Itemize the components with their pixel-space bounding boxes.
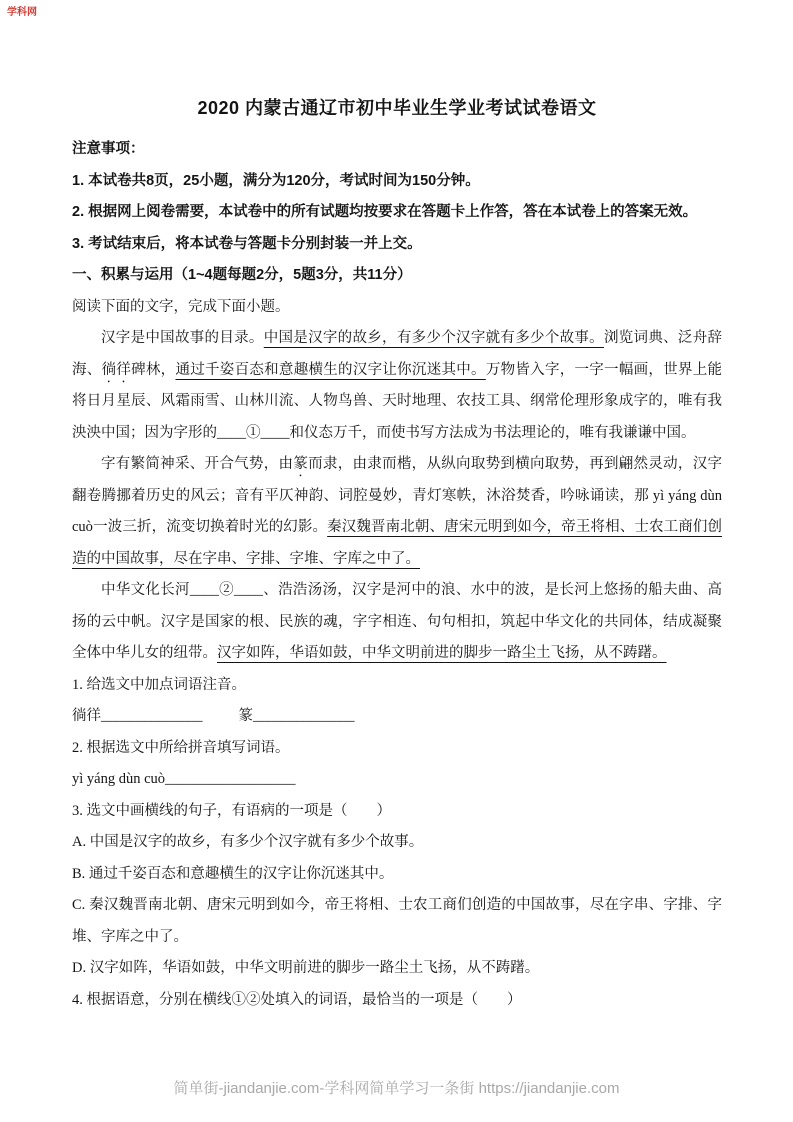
notice-item-1: 1. 本试卷共8页，25小题，满分为120分，考试时间为150分钟。 [72,172,480,189]
question-3-option-d: D. 汉字如阵，华语如鼓，中华文明前进的脚步一路尘土飞扬，从不踌躇。 [72,960,540,976]
page-title: 2020 内蒙古通辽市初中毕业生学业考试试卷语文 [197,98,597,118]
p3-text-1: 中华文化长河____②____、浩浩汤汤，汉字是河中的浪、水中的波，是长河上悠扬的船夫曲、高扬的云中帆。汉字是国家的根、民族的魂，字字相连、句句相扣，筑起中华文化的共同体，结成凝聚全体中华儿女的纽带。 [72,582,722,661]
question-3-option-a: A. 中国是汉字的故乡，有多少个汉字就有多少个故事。 [72,834,424,850]
p2-dotted-word-zhuan: 篆 [293,456,309,472]
passage-paragraph-1 [72,323,722,449]
q2-answer-blank: __________________ [165,771,296,787]
passage-paragraph-3 [72,575,722,670]
question-3: 3. 选文中画横线的句子，有语病的一项是（ ） [72,802,391,819]
zxxk-watermark-logo: 学科网 [7,7,37,18]
question-4: 4. 根据语意，分别在横线①②处填入的词语，最恰当的一项是（ ） [72,991,522,1008]
p2-text-2: 而隶，由隶而楷，从纵向取势到横向取势，再到翩然灵动，汉字翻卷腾挪着历史的风云；音有平仄神韵、词腔曼妙，青灯寒帙，沐浴焚香，吟咏诵读，那 yì yáng dùn cuò一波三折，流变切换着时光的幻影。 [72,456,723,535]
p1-text-1: 汉字是中国故事的目录。 [101,330,264,346]
question-1: 1. 给选文中加点词语注音。 [72,676,246,693]
p1-text-2: 浏览词典、泛舟辞海、 [72,330,723,378]
section-heading: 一、积累与运用（1~4题每题2分，5题3分，共11分） [72,267,412,283]
p2-text-1: 字有繁简神采、开合气势，由 [101,456,294,472]
question-3-option-c: C. 秦汉魏晋南北朝、唐宋元明到如今，帝王将相、士农工商们创造的中国故事，尽在字串、字排、字堆、字库之中了。 [72,897,722,945]
p1-underlined-sentence-a: 中国是汉字的故乡，有多少个汉字就有多少个故事。 [263,330,604,346]
footer-watermark: 简单街-jiandanjie.com-学科网简单学习一条街 https://jiandanjie.com [173,1080,620,1097]
p3-underlined-sentence-d: 汉字如阵，华语如鼓，中华文明前进的脚步一路尘土飞扬，从不踌躇。 [217,645,667,661]
q1-answer-blank-2: ______________ [253,708,355,724]
p2-underlined-sentence-c: 秦汉魏晋南北朝、唐宋元明到如今，帝王将相、士农工商们创造的中国故事，尽在字串、字排、字堆、字库之中了。 [72,519,723,567]
p1-dotted-word-changyang: 徜徉 [101,361,132,378]
notice-header: 注意事项： [72,141,145,157]
notice-item-2: 2. 根据网上阅卷需要，本试卷中的所有试题均按要求在答题卡上作答，答在本试卷上的答案无效。 [72,204,698,220]
q1-answer-blank-1: ______________ [101,708,203,724]
passage-intro: 阅读下面的文字，完成下面小题。 [72,298,290,315]
question-1-answer-line [72,701,722,733]
notice-item-3: 3. 考试结束后，将本试卷与答题卡分别封装一并上交。 [72,235,422,252]
p1-text-4: 万物皆入字，一字一幅画，世界上能将日月星辰、风霜雨雪、山林川流、人物鸟兽、天时地理、农技工具、纲常伦理形象成字的，唯有我泱泱中国；因为字形的____①____和仪态万千，而使书写方法成为书法理论的，唯有我谦谦中国。 [72,361,723,441]
question-2-answer-line [72,764,722,796]
question-2: 2. 根据选文中所给拼音填写词语。 [72,739,290,756]
q1-word-changyang: 徜徉 [72,708,101,724]
q2-pinyin: yì yáng dùn cuò [72,771,166,787]
q1-word-zhuan: 篆 [238,708,253,724]
p1-text-3: 碑林， [131,361,176,378]
p1-underlined-sentence-b: 通过千姿百态和意趣横生的汉字让你沉迷其中。 [175,361,486,378]
question-3-option-b: B. 通过千姿百态和意趣横生的汉字让你沉迷其中。 [72,865,394,882]
passage-paragraph-2 [72,449,722,575]
